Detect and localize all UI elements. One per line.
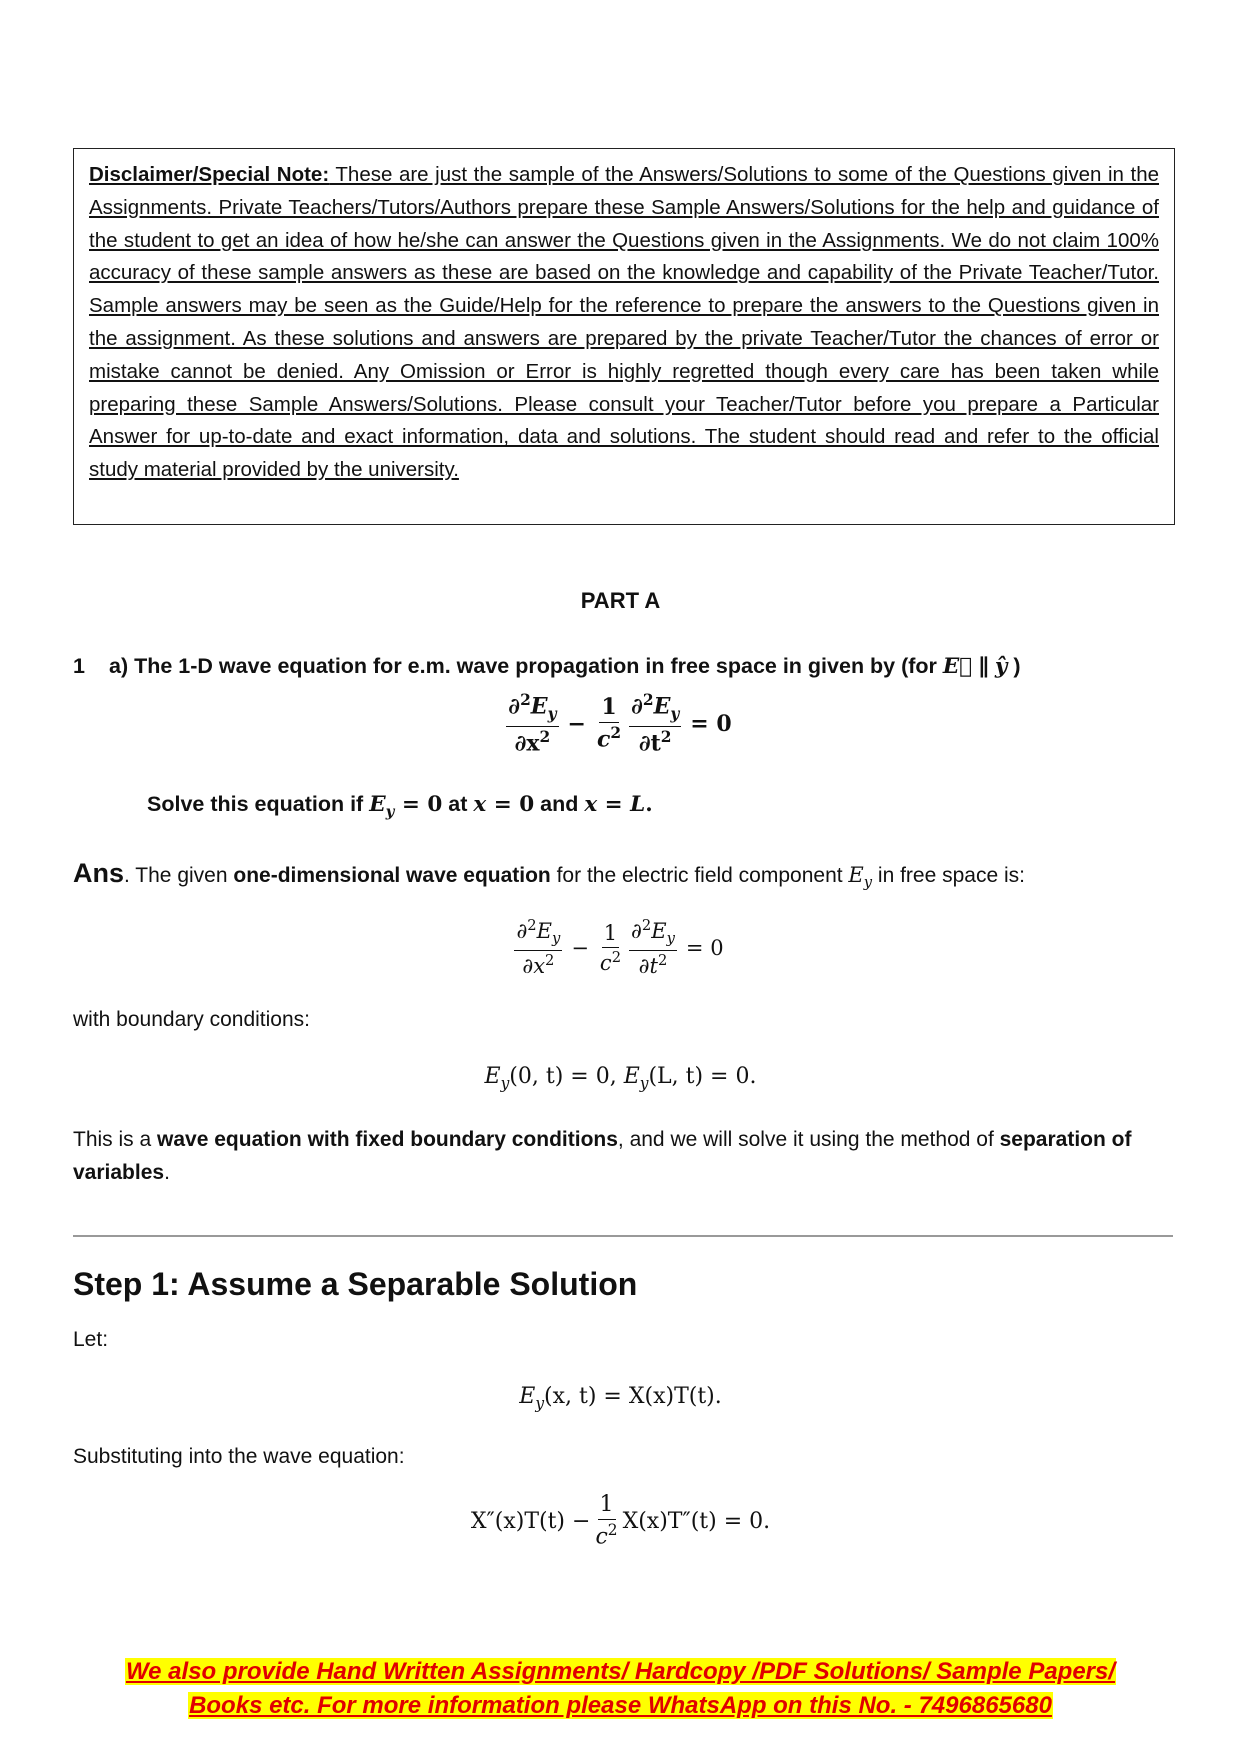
answer-bold-term: one-dimensional wave equation xyxy=(233,864,551,887)
variable-c: c xyxy=(596,726,611,753)
footer-line-1: We also provide Hand Written Assignments/ Hardcopy /PDF Solutions/ Sample Papers/ xyxy=(125,1658,1116,1685)
superscript: 2 xyxy=(611,949,622,967)
answer-label: Ans xyxy=(73,858,125,888)
substituted-left: X″(x)T(t) − xyxy=(470,1508,591,1534)
subscript-y: y xyxy=(670,704,680,723)
paragraph-text: This is a xyxy=(73,1128,158,1151)
variable-e: E xyxy=(848,863,864,887)
superscript: 2 xyxy=(610,724,622,743)
disclaimer-text: These are just the sample of the Answers/Solutions to some of the Questions given in the Assignments. Private Teachers/Tutors/Authors prepare these Sample Answers/Solutions for the help and guidance of the student to get an idea of how he/she can answer the Questions given in the Assignments. We do not claim 100% accuracy of these sample answers as these are based on the knowledge and capability of the Private Teacher/Tutor. Sample answers may be seen as the Guide/Help for the reference to prepare the answers to the Questions given in the assignment. As these solutions and answers are prepared by the private Teacher/Tutor the chances of error or mistake cannot be denied. Any Omission or Error is highly regretted though every care has been taken while preparing these Sample Answers/Solutions. Please consult your Teacher/Tutor before you prepare a Particular Answer for up-to-date and exact information, data and solutions. The student should read and refer to the official study material provided by the university. xyxy=(89,163,1160,482)
let-label: Let: xyxy=(73,1328,109,1351)
partial-x: ∂x xyxy=(514,730,540,757)
answer-text-mid: for the electric field component xyxy=(550,864,849,887)
partial-symbol: ∂ xyxy=(631,693,643,720)
superscript: 2 xyxy=(641,917,652,934)
partial-x: ∂x xyxy=(522,954,546,979)
fraction-d2Ey-dx2 xyxy=(506,692,558,756)
numerator-one: 1 xyxy=(602,921,619,948)
equals-zero: = 0 xyxy=(685,936,724,961)
superscript: 2 xyxy=(642,691,654,709)
numerator-one: 1 xyxy=(599,695,618,723)
disclaimer-label: Disclaimer/Special Note: xyxy=(89,163,330,186)
superscript: 2 xyxy=(520,691,531,709)
equals-zero: = 0 xyxy=(486,792,535,817)
boundary-condition-2: (L, t) = 0. xyxy=(648,1064,757,1089)
footer-promo xyxy=(0,1655,1241,1723)
answer-wave-equation xyxy=(0,918,1241,978)
question-1a xyxy=(73,654,1021,679)
fraction-1-c2 xyxy=(595,695,623,753)
word-at: at xyxy=(442,792,474,816)
variable-e: E xyxy=(369,792,386,817)
variable-c: c xyxy=(599,951,612,976)
boundary-conditions-equation xyxy=(0,1064,1241,1092)
subscript-y: y xyxy=(639,1074,649,1093)
substituting-label: Substituting into the wave equation: xyxy=(73,1445,405,1468)
question-close: ) xyxy=(1007,654,1021,678)
superscript: 2 xyxy=(657,952,668,970)
variable-x: x xyxy=(473,792,487,817)
subscript-y: y xyxy=(552,930,561,948)
parallel-symbol: ∥ xyxy=(972,654,995,678)
equals-zero: = 0 xyxy=(690,711,732,738)
question-text: a) The 1-D wave equation for e.m. wave propagation in free space in given by (for xyxy=(109,654,943,678)
subscript-y: y xyxy=(863,874,873,892)
answer-text: . The given xyxy=(124,864,234,887)
variable-e: E xyxy=(484,1064,501,1089)
answer-intro xyxy=(73,858,1183,891)
subscript-y: y xyxy=(385,802,395,821)
part-title: PART A xyxy=(580,588,661,613)
numerator-one: 1 xyxy=(598,1492,616,1520)
variable-l: L xyxy=(630,792,646,817)
variable-e: E xyxy=(519,1384,536,1409)
period: . xyxy=(645,792,653,817)
fraction-d2Ey-dt2 xyxy=(629,918,677,978)
paragraph-text: , and we will solve it using the method of xyxy=(617,1128,1000,1151)
variable-e: E xyxy=(651,919,667,944)
word-and: and xyxy=(534,792,585,816)
fraction-1-c2 xyxy=(593,1492,619,1550)
partial-t: ∂t xyxy=(638,730,661,757)
equals-sign: = xyxy=(597,792,631,817)
solve-prefix: Solve this equation if xyxy=(147,792,370,816)
subscript-y: y xyxy=(666,930,675,948)
with-boundary-label: with boundary conditions: xyxy=(73,1008,310,1031)
superscript: 2 xyxy=(607,1521,618,1540)
superscript: 2 xyxy=(539,727,551,746)
paragraph-bold-2: separation of variables xyxy=(73,1128,1132,1184)
horizontal-divider xyxy=(73,1235,1173,1237)
superscript: 2 xyxy=(660,727,672,746)
superscript: 2 xyxy=(527,917,537,934)
separable-solution-equation xyxy=(0,1384,1241,1412)
partial-symbol: ∂ xyxy=(508,693,521,720)
variable-x: x xyxy=(584,792,598,817)
variable-e: E xyxy=(536,919,552,944)
superscript: 2 xyxy=(545,952,555,970)
boundary-condition-1: (0, t) = 0, xyxy=(509,1064,624,1089)
question-wave-equation xyxy=(0,692,1241,756)
minus-sign: − xyxy=(567,711,586,738)
footer-line-2: Books etc. For more information please WhatsApp on this No. - 7496865680 xyxy=(189,1692,1052,1719)
substituted-right: X(x)T″(t) = 0. xyxy=(622,1508,771,1534)
fraction-d2Ey-dx2 xyxy=(514,918,562,978)
subscript-y: y xyxy=(547,704,557,723)
separable-rest: (x, t) = X(x)T(t). xyxy=(544,1384,722,1409)
unit-y-symbol: ŷ xyxy=(994,654,1008,679)
answer-text-end: in free space is: xyxy=(872,864,1025,887)
paragraph-bold-1: wave equation with fixed boundary conditions xyxy=(157,1128,618,1151)
partial-t: ∂t xyxy=(638,954,658,979)
method-paragraph xyxy=(73,1123,1178,1189)
fraction-d2Ey-dt2 xyxy=(629,692,681,756)
question-number: 1 xyxy=(73,654,85,678)
solve-instruction xyxy=(147,792,653,820)
subscript-y: y xyxy=(535,1394,545,1413)
variable-e: E xyxy=(623,1064,640,1089)
paragraph-text: . xyxy=(164,1161,170,1184)
step-1-heading: Step 1: Assume a Separable Solution xyxy=(73,1266,638,1302)
partial-symbol: ∂ xyxy=(516,919,528,944)
disclaimer-box xyxy=(73,148,1175,525)
fraction-1-c2 xyxy=(598,921,623,975)
variable-c: c xyxy=(595,1524,608,1550)
vector-e-symbol: E⃗ xyxy=(942,654,973,679)
condition-zero: = 0 xyxy=(394,792,443,817)
subscript-y: y xyxy=(500,1074,510,1093)
substituted-equation xyxy=(0,1492,1241,1550)
partial-symbol: ∂ xyxy=(631,919,642,944)
minus-sign: − xyxy=(571,936,589,961)
variable-e: E xyxy=(653,693,671,720)
variable-e: E xyxy=(530,693,548,720)
